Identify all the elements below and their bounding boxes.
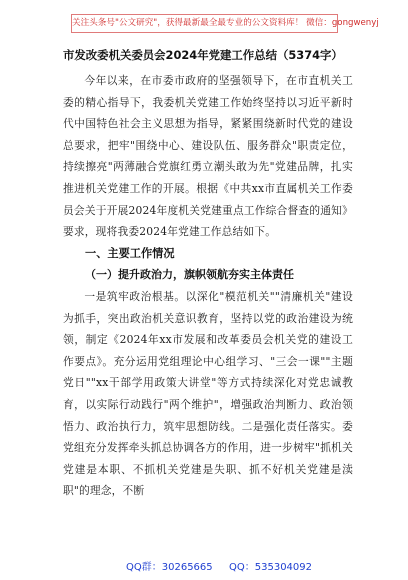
- section-heading: 一、主要工作情况: [85, 246, 175, 260]
- subsection-heading: （一）提升政治力，旗帜领航夯实主体责任: [85, 268, 294, 282]
- page-footer: [0, 558, 408, 574]
- qq-number: QQ：535304092: [229, 562, 313, 573]
- document-body: [63, 70, 353, 502]
- document-title: 市发改委机关委员会2024年党建工作总结（5374字）: [63, 48, 343, 62]
- intro-paragraph: 今年以来，在市委市政府的坚强领导下，在市直机关工委的精心指导下，我委机关党建工作始终坚持以习近平新时代中国特色社会主义思想为指导，紧紧围绕新时代党的建设总要求，把牢"围绕中心、建设队伍、服务群众"职责定位，持续擦亮"两薄融合党旗红勇立潮头敢为先"党建品牌，扎实推进机关党建工作的开展。根据《中共xx市直属机关工作委员会关于开展2024年度机关党建重点工作综合督查的通知》要求，现将我委2024年党建工作总结如下。: [63, 74, 353, 239]
- qq-group-number: QQ群：30265665: [126, 562, 213, 573]
- promo-banner: 关注头条号"公文研究"，获得最新最全最专业的公文资料库！ 微信：gongwenyj: [71, 14, 338, 33]
- body-paragraph: 一是筑牢政治根基。以深化"模范机关""清廉机关"建设为抓手，突出政治机关意识教育，坚持以党的政治建设为统领，制定《2024年xx市发展和改革委员会机关党的建设工作要点》。充分运用党组理论中心组学习、"三会一课""主题党日""xx干部学用政策大讲堂"等方式持续深化对党忠诚教育，以实际行动践行"两个维护"，增强政治判断力、政治领悟力、政治执行力，筑牢思想防线。二是强化责任落实。委党组充分发挥牵头抓总协调各方的作用，进一步树牢"抓机关党建是本职、不抓机关党建是失职、抓不好机关党建是渎职"的理念，不断: [63, 289, 353, 498]
